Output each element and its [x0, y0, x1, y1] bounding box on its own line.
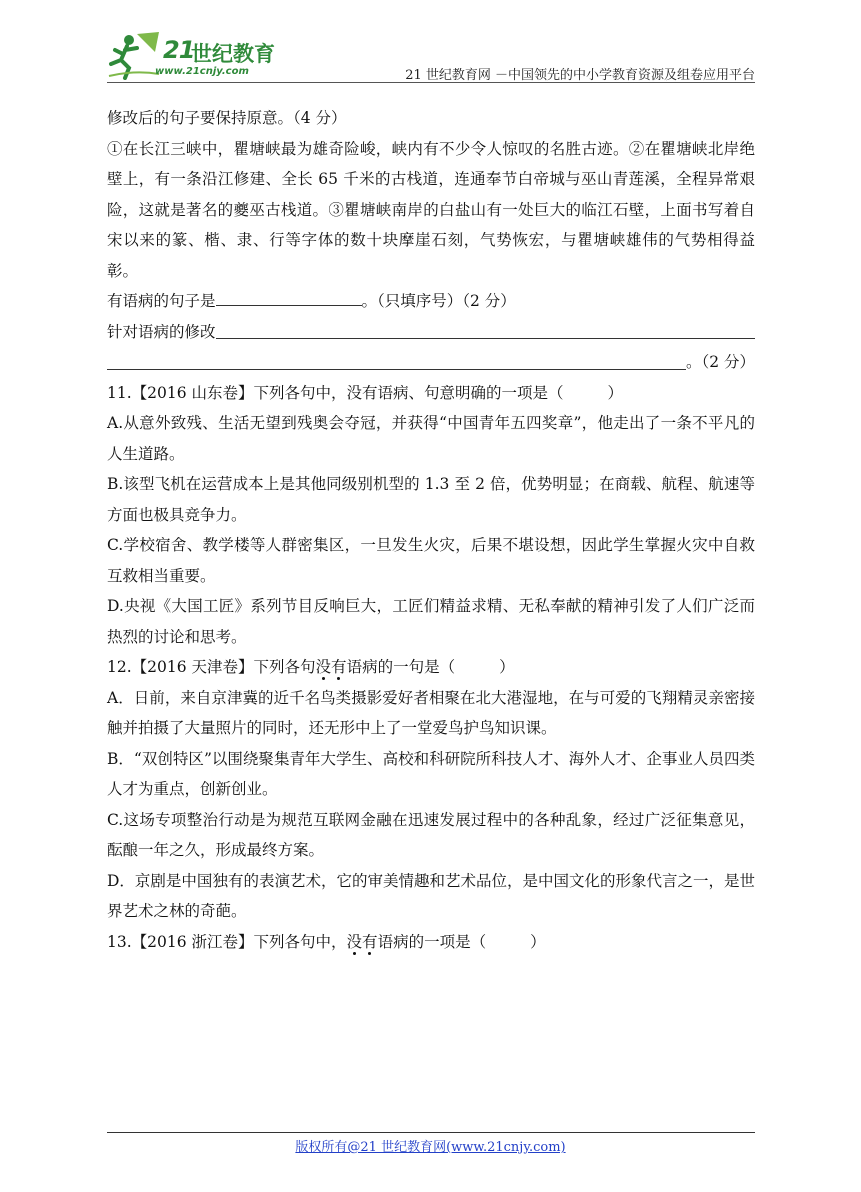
question-12-text-b: 语病的一句是（	[346, 658, 456, 676]
question-11-option-a: A.从意外致残、生活无望到残奥会夺冠，并获得“中国青年五四奖章”，他走出了一条不平凡的人生道路。	[107, 414, 755, 463]
question-12-close: ）	[499, 658, 515, 676]
question-fix-prefix: 针对语病的修改	[107, 322, 216, 341]
header-divider	[107, 82, 755, 83]
question-fix-line-2	[107, 347, 755, 378]
header-tagline: 21 世纪教育网 －中国领先的中小学教育资源及组卷应用平台	[405, 68, 755, 83]
question-13-text: 13.【2016 浙江卷】下列各句中，	[107, 932, 347, 951]
question-12-option-b: B．“双创特区”以围绕聚集青年大学生、高校和科研院所科技人才、海外人才、企事业人员四类人才为重点，创新创业。	[107, 749, 755, 798]
intro-line: 修改后的句子要保持原意。（4 分）	[107, 109, 347, 127]
copyright-link[interactable]: 版权所有@21 世纪教育网(www.21cnjy.com)	[295, 1140, 566, 1155]
emphasis-char: 有	[331, 658, 347, 676]
answer-blank-fix-2[interactable]	[107, 349, 686, 370]
question-12-option-c: C.这场专项整治行动是为规范互联网金融在迅速发展过程中的各种乱象，经过广泛征集意见，酝酿一年之久，形成最终方案。	[107, 810, 755, 859]
logo-text: 世纪教育	[191, 42, 275, 66]
question-13-stem	[107, 927, 755, 958]
question-fix-suffix: 。（2 分）	[685, 353, 755, 371]
answer-blank-fix-1[interactable]	[216, 318, 755, 339]
question-11-option-c: C.学校宿舍、教学楼等人群密集区，一旦发生火灾，后果不堪设想，因此学生掌握火灾中自救互救相当重要。	[107, 536, 755, 585]
page-header	[107, 30, 755, 82]
passage: ①在长江三峡中，瞿塘峡最为雄奇险峻，峡内有不少令人惊叹的名胜古迹。②在瞿塘峡北岸绝壁上，有一条沿江修建、全长 65 千米的古栈道，连通奉节白帝城与巫山青莲溪，全程异常艰险，这就是著名的夔巫古栈道。③瞿塘峡南岸的白盐山有一处巨大的临江石壁，上面书写着自宋以来的篆、楷、隶、行等字体的数十块摩崖石刻，气势恢宏，与瞿塘峡雄伟的气势相得益彰。	[107, 139, 755, 280]
question-sentence-line	[107, 286, 755, 317]
question-11-stem	[107, 378, 755, 409]
question-11-option-d: D.央视《大国工匠》系列节目反响巨大，工匠们精益求精、无私奉献的精神引发了人们广泛而热烈的讨论和思考。	[107, 597, 755, 646]
question-sentence-suffix: 。（只填序号）（2 分）	[361, 292, 516, 310]
question-sentence-prefix: 有语病的句子是	[107, 292, 216, 310]
question-13-text-b: 语病的一项是（	[377, 932, 487, 951]
question-11-close: ）	[607, 383, 624, 402]
question-12-option-d: D．京剧是中国独有的表演艺术，它的审美情趣和艺术品位，是中国文化的形象代言之一，是世界艺术之林的奇葩。	[107, 871, 755, 920]
question-13-close: ）	[530, 932, 546, 951]
logo-number: 21	[163, 36, 195, 64]
site-logo[interactable]	[107, 30, 287, 80]
question-11-text: 11.【2016 山东卷】下列各句中，没有语病、句意明确的一项是（	[107, 383, 564, 402]
document-body	[107, 103, 755, 957]
logo-url: www.21cnjy.com	[155, 66, 249, 77]
question-fix-line	[107, 317, 755, 348]
question-11-option-b: B.该型飞机在运营成本上是其他同级别机型的 1.3 至 2 倍，优势明显；在商载、航程、航速等方面也极具竞争力。	[107, 475, 755, 524]
emphasis-char: 没	[346, 932, 363, 951]
question-12-text: 12.【2016 天津卷】下列各句	[107, 658, 316, 676]
question-12-stem	[107, 652, 755, 683]
question-12-option-a: A．日前，来自京津冀的近千名鸟类摄影爱好者相聚在北大港湿地，在与可爱的飞翔精灵亲密接触并拍摄了大量照片的同时，还无形中上了一堂爱鸟护鸟知识课。	[107, 688, 755, 737]
emphasis-char: 没	[315, 658, 332, 676]
emphasis-char: 有	[362, 932, 378, 951]
footer-divider	[107, 1132, 755, 1133]
answer-blank-sentence[interactable]	[216, 287, 362, 306]
